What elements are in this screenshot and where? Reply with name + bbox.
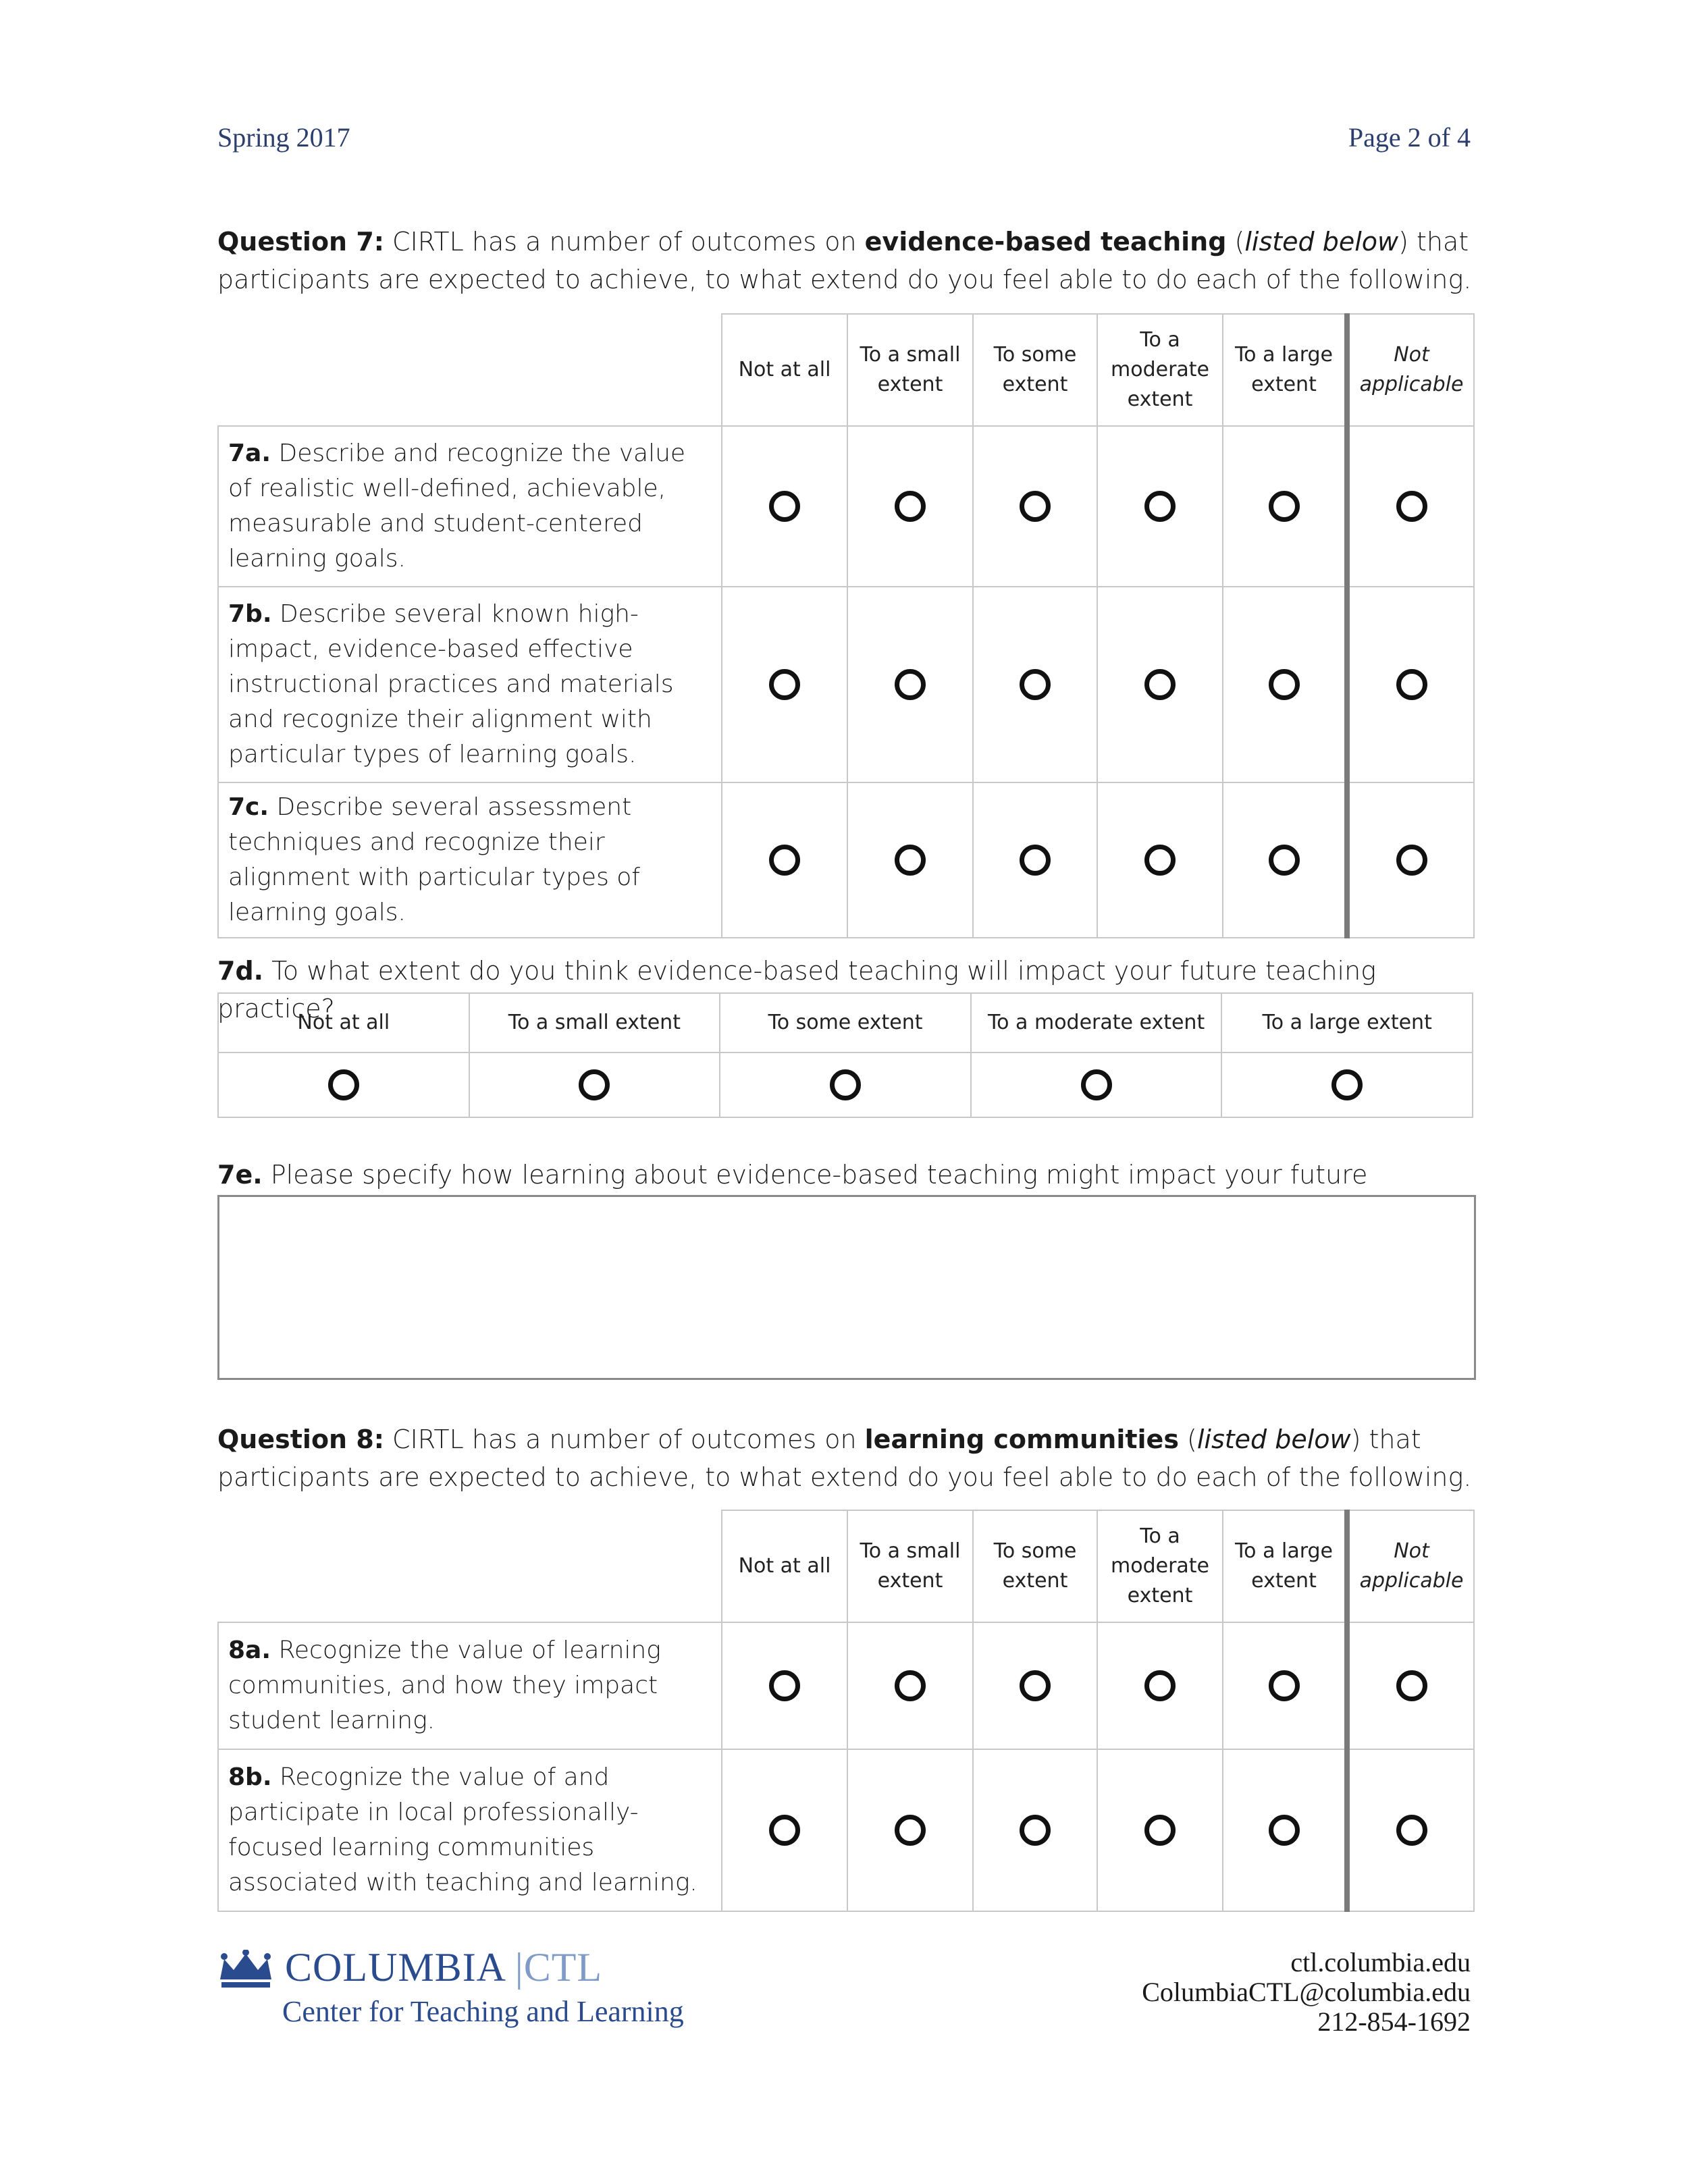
statement-7c <box>218 782 722 938</box>
question-8-prompt <box>217 1420 1473 1496</box>
phone-number: 212-854-1692 <box>1317 2006 1471 2037</box>
col-not-applicable <box>1347 314 1474 426</box>
radio-8b-small-extent[interactable] <box>895 1815 926 1846</box>
radio-8b-some-extent[interactable] <box>1020 1815 1051 1846</box>
header-term: Spring 2017 <box>217 122 350 153</box>
radio-7c-large-extent[interactable] <box>1269 845 1300 876</box>
matrix-row-7b <box>218 587 1474 782</box>
col-label: extent <box>1251 373 1317 396</box>
question-7-topic: evidence-based teaching <box>864 227 1227 257</box>
contact-block <box>1142 1948 1471 2037</box>
header-page-number: Page 2 of 4 <box>1348 122 1471 153</box>
radio-7d-large-extent[interactable] <box>1331 1069 1363 1100</box>
radio-8a-moderate-extent[interactable] <box>1144 1670 1176 1701</box>
matrix-row-8b <box>218 1749 1474 1911</box>
scale-label-large-extent: To a large extent <box>1221 993 1473 1053</box>
col-label: To a small <box>860 1539 961 1563</box>
radio-7a-not-at-all[interactable] <box>769 491 800 522</box>
logo-name: COLUMBIA <box>285 1945 504 1990</box>
radio-8b-not-at-all[interactable] <box>769 1815 800 1846</box>
statement-8a <box>218 1622 722 1749</box>
col-label: To a <box>1140 328 1180 352</box>
item-number: 7b. <box>228 600 272 628</box>
columbia-ctl-logo <box>217 1944 704 2039</box>
col-label: To a large <box>1234 343 1334 367</box>
matrix-row-7a <box>218 426 1474 587</box>
col-large-extent <box>1223 1510 1347 1622</box>
radio-7a-not-applicable[interactable] <box>1396 491 1427 522</box>
col-large-extent <box>1223 314 1347 426</box>
logo-wordmark <box>285 1944 602 1991</box>
question-7-text: ) that participants are expected to achieve, to what extend do you feel able to do each of the following. <box>217 227 1472 294</box>
radio-7b-small-extent[interactable] <box>895 669 926 700</box>
item-text: Describe and recognize the value of realistic well-defined, achievable, measurable and student-centered learning goals. <box>228 440 686 572</box>
logo-subtitle: Center for Teaching and Learning <box>282 1995 684 2028</box>
col-small-extent <box>847 1510 973 1622</box>
item-number: 7e. <box>217 1160 263 1190</box>
radio-7a-small-extent[interactable] <box>895 491 926 522</box>
question-7d-scale <box>217 992 1473 1118</box>
matrix-header-row <box>218 314 1474 426</box>
question-8-topic: learning communities <box>864 1424 1179 1454</box>
item-number: 8b. <box>228 1763 272 1791</box>
item-text: Recognize the value of learning communities, and how they impact student learning. <box>228 1636 661 1734</box>
col-small-extent <box>847 314 973 426</box>
matrix-row-7c <box>218 782 1474 938</box>
statement-7b <box>218 587 722 782</box>
col-label: moderate <box>1110 1554 1209 1578</box>
col-some-extent <box>973 1510 1097 1622</box>
col-label: Not <box>1394 343 1429 367</box>
col-not-at-all <box>722 1510 847 1622</box>
matrix-header-row <box>218 1510 1474 1622</box>
radio-7d-not-at-all[interactable] <box>328 1069 359 1100</box>
col-label: extent <box>1002 1569 1068 1593</box>
radio-7b-not-at-all[interactable] <box>769 669 800 700</box>
col-label: extent <box>1127 1584 1193 1607</box>
statement-7a <box>218 426 722 587</box>
question-7-text: ( <box>1226 227 1245 257</box>
col-label: Not <box>1394 1539 1429 1563</box>
col-label: applicable <box>1359 373 1464 396</box>
question-7-matrix <box>217 313 1475 938</box>
item-text: Describe several assessment techniques and recognize their alignment with particular types of learning goals. <box>228 793 640 926</box>
radio-8a-not-applicable[interactable] <box>1396 1670 1427 1701</box>
col-label: extent <box>1251 1569 1317 1593</box>
radio-7b-large-extent[interactable] <box>1269 669 1300 700</box>
website-link[interactable]: ctl.columbia.edu <box>1290 1947 1471 1977</box>
col-label: To some <box>993 1539 1077 1563</box>
question-8-matrix <box>217 1510 1475 1912</box>
radio-8b-moderate-extent[interactable] <box>1144 1815 1176 1846</box>
col-not-at-all <box>722 314 847 426</box>
col-some-extent <box>973 314 1097 426</box>
radio-7b-some-extent[interactable] <box>1020 669 1051 700</box>
col-label: Not at all <box>738 358 831 381</box>
question-7-text: CIRTL has a number of outcomes on <box>384 227 865 257</box>
radio-7b-moderate-extent[interactable] <box>1144 669 1176 700</box>
col-label: applicable <box>1359 1569 1464 1593</box>
item-number: 7d. <box>217 956 264 986</box>
radio-7b-not-applicable[interactable] <box>1396 669 1427 700</box>
radio-8a-small-extent[interactable] <box>895 1670 926 1701</box>
question-8-listed: listed below <box>1196 1424 1351 1454</box>
col-label: To some <box>993 343 1077 367</box>
radio-8a-some-extent[interactable] <box>1020 1670 1051 1701</box>
radio-7d-some-extent[interactable] <box>830 1069 861 1100</box>
radio-7c-not-at-all[interactable] <box>769 845 800 876</box>
question-8-text: ) that participants are expected to achieve, to what extend do you feel able to do each of the following. <box>217 1424 1472 1492</box>
col-label: To a <box>1140 1524 1180 1548</box>
matrix-corner <box>218 314 722 426</box>
col-label: To a large <box>1234 1539 1334 1563</box>
radio-7a-some-extent[interactable] <box>1020 491 1051 522</box>
radio-7d-moderate-extent[interactable] <box>1081 1069 1112 1100</box>
col-label: extent <box>877 1569 943 1593</box>
col-label: To a small <box>860 343 961 367</box>
email-link[interactable]: ColumbiaCTL@columbia.edu <box>1142 1977 1471 2007</box>
question-7e-answer-box[interactable] <box>217 1195 1476 1380</box>
col-moderate-extent <box>1097 1510 1223 1622</box>
scale-label-some-extent: To some extent <box>720 993 971 1053</box>
col-label: Not at all <box>738 1554 831 1578</box>
item-text: To what extent do you think evidence-based teaching will impact your future teaching practice? <box>217 956 1376 1023</box>
matrix-corner <box>218 1510 722 1622</box>
col-label: moderate <box>1110 358 1209 381</box>
question-8-label: Question 8: <box>217 1424 384 1454</box>
question-8-text: CIRTL has a number of outcomes on <box>384 1424 865 1454</box>
item-text: Recognize the value of and participate in local professionally-focused learning communities associated with teaching and learning. <box>228 1763 697 1896</box>
col-moderate-extent <box>1097 314 1223 426</box>
radio-7a-large-extent[interactable] <box>1269 491 1300 522</box>
radio-7a-moderate-extent[interactable] <box>1144 491 1176 522</box>
logo-separator: | <box>515 1945 524 1990</box>
item-text: Describe several known high-impact, evidence-based effective instructional practices and materials and recognize their alignment with particular types of learning goals. <box>228 600 674 768</box>
question-7-prompt <box>217 223 1473 298</box>
item-number: 7c. <box>228 793 269 821</box>
item-number: 7a. <box>228 440 271 467</box>
matrix-row-8a <box>218 1622 1474 1749</box>
radio-7d-small-extent[interactable] <box>579 1069 610 1100</box>
col-label: extent <box>1002 373 1068 396</box>
radio-8b-not-applicable[interactable] <box>1396 1815 1427 1846</box>
col-label: extent <box>877 373 943 396</box>
radio-8a-not-at-all[interactable] <box>769 1670 800 1701</box>
scale-label-moderate-extent: To a moderate extent <box>971 993 1222 1053</box>
radio-8b-large-extent[interactable] <box>1269 1815 1300 1846</box>
scale-label-small-extent: To a small extent <box>469 993 720 1053</box>
logo-ctl: CTL <box>523 1945 603 1990</box>
radio-7c-not-applicable[interactable] <box>1396 845 1427 876</box>
radio-7c-some-extent[interactable] <box>1020 845 1051 876</box>
question-7-listed: listed below <box>1244 227 1399 257</box>
question-8-text: ( <box>1178 1424 1197 1454</box>
item-text: Please specify how learning about evidence-based teaching might impact your future <box>270 1160 1368 1190</box>
radio-7c-small-extent[interactable] <box>895 845 926 876</box>
question-7-label: Question 7: <box>217 227 384 257</box>
item-number: 8a. <box>228 1636 271 1664</box>
radio-7c-moderate-extent[interactable] <box>1144 845 1176 876</box>
col-label: extent <box>1127 388 1193 411</box>
statement-8b <box>218 1749 722 1911</box>
crown-icon <box>217 1950 274 1990</box>
radio-8a-large-extent[interactable] <box>1269 1670 1300 1701</box>
scale-label-not-at-all: Not at all <box>218 993 469 1053</box>
col-not-applicable <box>1347 1510 1474 1622</box>
